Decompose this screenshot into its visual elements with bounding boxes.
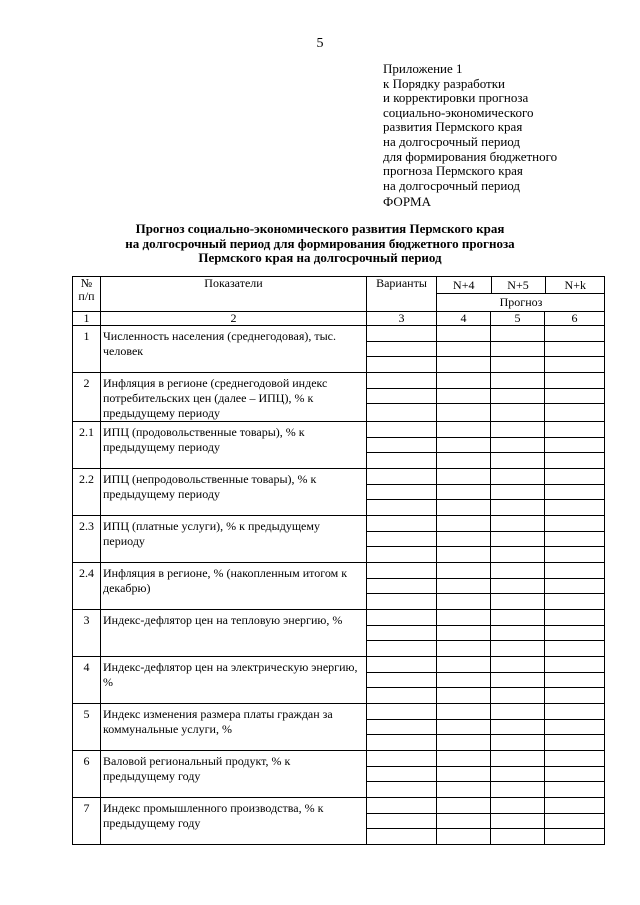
value-cell[interactable] xyxy=(491,469,545,516)
variant-slot xyxy=(367,404,436,419)
variant-slot xyxy=(367,500,436,515)
variant-lines xyxy=(491,563,544,609)
variant-slot xyxy=(367,751,436,767)
forecast-table xyxy=(72,276,605,845)
row-indicator: Численность населения (среднегодовая), тыс. человек xyxy=(101,326,367,373)
appendix-line: к Порядку разработки xyxy=(383,75,506,91)
variant-slot xyxy=(367,594,436,609)
variant-slot xyxy=(437,516,490,532)
title-line: Прогноз социально-экономического развития Пермского края xyxy=(135,221,505,236)
variant-slot xyxy=(367,782,436,797)
variant-slot xyxy=(545,704,604,720)
variant-lines xyxy=(437,798,490,844)
value-cell[interactable] xyxy=(437,422,491,469)
variant-slot xyxy=(491,547,544,562)
variant-lines xyxy=(545,751,604,797)
variant-slot xyxy=(437,735,490,750)
value-cell[interactable] xyxy=(367,610,437,657)
value-cell[interactable] xyxy=(367,373,437,422)
value-cell[interactable] xyxy=(491,373,545,422)
variant-slot xyxy=(367,532,436,548)
row-number: 2.1 xyxy=(73,422,101,469)
variant-slot xyxy=(545,422,604,438)
row-indicator: ИПЦ (продовольственные товары), % к предыдущему периоду xyxy=(101,422,367,469)
variant-slot xyxy=(545,547,604,562)
variant-slot xyxy=(367,469,436,485)
variant-slot xyxy=(545,326,604,342)
value-cell[interactable] xyxy=(491,326,545,373)
row-number: 5 xyxy=(73,704,101,751)
variant-slot xyxy=(437,610,490,626)
variant-slot xyxy=(545,563,604,579)
variant-lines xyxy=(545,373,604,419)
appendix-line: и корректировки прогноза xyxy=(383,90,529,106)
header-row xyxy=(73,277,605,312)
variant-lines xyxy=(491,704,544,750)
value-cell[interactable] xyxy=(437,516,491,563)
variant-slot xyxy=(367,641,436,656)
row-indicator: Индекс-дефлятор цен на электрическую энергию, % xyxy=(101,657,367,704)
variant-slot xyxy=(545,626,604,642)
appendix-line: на долгосрочный период xyxy=(383,133,521,149)
header-forecast: Прогноз xyxy=(499,295,543,309)
table-row xyxy=(73,422,605,469)
value-cell[interactable] xyxy=(367,704,437,751)
appendix-line: прогноза Пермского края xyxy=(383,163,523,179)
value-cell[interactable] xyxy=(437,610,491,657)
variant-lines xyxy=(545,610,604,656)
variant-slot xyxy=(367,798,436,814)
title-line: Пермского края на долгосрочный период xyxy=(198,250,442,265)
variant-slot xyxy=(367,720,436,736)
variant-slot xyxy=(367,829,436,844)
variant-slot xyxy=(491,579,544,595)
variant-slot xyxy=(367,579,436,595)
variant-slot xyxy=(491,657,544,673)
value-cell[interactable] xyxy=(545,422,605,469)
variant-lines xyxy=(367,469,436,515)
value-cell[interactable] xyxy=(545,373,605,422)
value-cell[interactable] xyxy=(437,798,491,845)
variant-slot xyxy=(437,373,490,389)
value-cell[interactable] xyxy=(491,704,545,751)
appendix-line: на долгосрочный период xyxy=(383,177,521,193)
value-cell[interactable] xyxy=(491,751,545,798)
variant-lines xyxy=(545,563,604,609)
header-nk: N+k xyxy=(545,277,605,294)
variant-slot xyxy=(367,767,436,783)
variant-lines xyxy=(367,516,436,562)
variant-slot xyxy=(367,657,436,673)
row-number: 6 xyxy=(73,751,101,798)
variant-slot xyxy=(437,532,490,548)
row-number: 1 xyxy=(73,326,101,373)
variant-slot xyxy=(491,389,544,405)
row-number: 4 xyxy=(73,657,101,704)
variant-lines xyxy=(437,610,490,656)
variant-slot xyxy=(545,342,604,358)
variant-slot xyxy=(491,767,544,783)
variant-lines xyxy=(367,751,436,797)
variant-slot xyxy=(491,704,544,720)
variant-slot xyxy=(491,594,544,609)
variant-slot xyxy=(545,798,604,814)
appendix-line: Приложение 1 xyxy=(383,61,463,76)
variant-slot xyxy=(437,326,490,342)
variant-slot xyxy=(437,422,490,438)
variant-slot xyxy=(491,610,544,626)
variant-slot xyxy=(367,688,436,703)
variant-lines xyxy=(491,798,544,844)
variant-slot xyxy=(367,422,436,438)
variant-slot xyxy=(491,641,544,656)
variant-slot xyxy=(367,453,436,468)
variant-slot xyxy=(367,357,436,372)
value-cell[interactable] xyxy=(437,563,491,610)
variant-slot xyxy=(545,532,604,548)
table-row xyxy=(73,657,605,704)
variant-slot xyxy=(437,782,490,797)
variant-lines xyxy=(491,422,544,468)
header-forecast-group xyxy=(437,277,605,312)
variant-slot xyxy=(491,751,544,767)
value-cell[interactable] xyxy=(491,610,545,657)
row-indicator: Инфляция в регионе (среднегодовой индекс потребительских цен (далее – ИПЦ), % к предыдущему периоду xyxy=(101,373,367,422)
variant-slot xyxy=(437,720,490,736)
variant-slot xyxy=(367,610,436,626)
row-number: 2.2 xyxy=(73,469,101,516)
variant-slot xyxy=(545,404,604,419)
variant-slot xyxy=(437,751,490,767)
value-cell[interactable] xyxy=(545,704,605,751)
header-num: № п/п xyxy=(73,277,101,312)
variant-lines xyxy=(437,657,490,703)
variant-slot xyxy=(437,641,490,656)
variant-lines xyxy=(367,422,436,468)
variant-slot xyxy=(491,422,544,438)
variant-lines xyxy=(367,373,436,419)
variant-lines xyxy=(367,610,436,656)
variant-slot xyxy=(367,389,436,405)
variant-slot xyxy=(491,735,544,750)
value-cell[interactable] xyxy=(491,516,545,563)
variant-slot xyxy=(545,829,604,844)
variant-slot xyxy=(367,326,436,342)
table-row xyxy=(73,563,605,610)
variant-slot xyxy=(491,814,544,830)
variant-slot xyxy=(545,673,604,689)
variant-slot xyxy=(545,610,604,626)
variant-slot xyxy=(437,500,490,515)
table-row xyxy=(73,704,605,751)
variant-lines xyxy=(545,326,604,372)
value-cell[interactable] xyxy=(437,751,491,798)
document-title xyxy=(0,222,640,266)
variant-slot xyxy=(437,688,490,703)
value-cell[interactable] xyxy=(367,422,437,469)
variant-slot xyxy=(545,453,604,468)
value-cell[interactable] xyxy=(491,657,545,704)
row-number: 2 xyxy=(73,373,101,422)
variant-slot xyxy=(437,453,490,468)
variant-slot xyxy=(367,438,436,454)
variant-slot xyxy=(367,735,436,750)
variant-slot xyxy=(367,485,436,501)
row-indicator: Инфляция в регионе, % (накопленным итогом к декабрю) xyxy=(101,563,367,610)
variant-lines xyxy=(545,657,604,703)
row-indicator: Индекс промышленного производства, % к предыдущему году xyxy=(101,798,367,845)
variant-slot xyxy=(545,688,604,703)
variant-slot xyxy=(437,767,490,783)
row-indicator: Валовой региональный продукт, % к предыдущему году xyxy=(101,751,367,798)
variant-slot xyxy=(437,547,490,562)
variant-slot xyxy=(491,720,544,736)
variant-slot xyxy=(437,579,490,595)
variant-lines xyxy=(545,469,604,515)
variant-slot xyxy=(437,814,490,830)
column-number: 3 xyxy=(367,312,437,326)
row-number: 7 xyxy=(73,798,101,845)
header-n5: N+5 xyxy=(491,277,545,294)
variant-lines xyxy=(367,798,436,844)
value-cell[interactable] xyxy=(437,326,491,373)
variant-lines xyxy=(545,516,604,562)
variant-slot xyxy=(437,704,490,720)
value-cell[interactable] xyxy=(367,798,437,845)
value-cell[interactable] xyxy=(367,516,437,563)
table-row xyxy=(73,373,605,422)
column-number: 6 xyxy=(545,312,605,326)
variant-slot xyxy=(545,641,604,656)
variant-slot xyxy=(491,798,544,814)
variant-slot xyxy=(491,829,544,844)
variant-lines xyxy=(491,469,544,515)
variant-lines xyxy=(437,751,490,797)
variant-lines xyxy=(437,422,490,468)
column-number: 4 xyxy=(437,312,491,326)
variant-slot xyxy=(367,342,436,358)
value-cell[interactable] xyxy=(437,704,491,751)
table-row xyxy=(73,798,605,845)
variant-slot xyxy=(491,563,544,579)
variant-slot xyxy=(545,782,604,797)
value-cell[interactable] xyxy=(545,516,605,563)
variant-slot xyxy=(367,673,436,689)
value-cell[interactable] xyxy=(367,326,437,373)
variant-lines xyxy=(491,751,544,797)
variant-slot xyxy=(491,516,544,532)
variant-slot xyxy=(367,547,436,562)
variant-lines xyxy=(437,516,490,562)
variant-slot xyxy=(491,438,544,454)
table-row xyxy=(73,469,605,516)
variant-slot xyxy=(437,657,490,673)
row-indicator: Индекс изменения размера платы граждан за коммунальные услуги, % xyxy=(101,704,367,751)
variant-slot xyxy=(437,485,490,501)
variant-slot xyxy=(545,357,604,372)
variant-slot xyxy=(545,500,604,515)
variant-lines xyxy=(437,373,490,419)
column-number: 1 xyxy=(73,312,101,326)
value-cell[interactable] xyxy=(367,751,437,798)
variant-slot xyxy=(491,326,544,342)
variant-slot xyxy=(545,735,604,750)
header-n4: N+4 xyxy=(437,277,491,294)
variant-lines xyxy=(437,563,490,609)
variant-slot xyxy=(545,485,604,501)
variant-lines xyxy=(367,704,436,750)
variant-slot xyxy=(367,516,436,532)
table-row xyxy=(73,751,605,798)
value-cell[interactable] xyxy=(437,657,491,704)
variant-slot xyxy=(491,673,544,689)
form-label: ФОРМА xyxy=(383,194,431,209)
value-cell[interactable] xyxy=(491,798,545,845)
row-number: 3 xyxy=(73,610,101,657)
variant-slot xyxy=(545,579,604,595)
variant-slot xyxy=(367,814,436,830)
variant-lines xyxy=(491,610,544,656)
variant-slot xyxy=(491,357,544,372)
variant-slot xyxy=(545,657,604,673)
appendix-line: развития Пермского края xyxy=(383,119,523,135)
variant-slot xyxy=(545,438,604,454)
variant-slot xyxy=(545,469,604,485)
variant-slot xyxy=(491,373,544,389)
variant-lines xyxy=(437,469,490,515)
value-cell[interactable] xyxy=(545,469,605,516)
variant-slot xyxy=(437,626,490,642)
variant-slot xyxy=(367,626,436,642)
header-indicators: Показатели xyxy=(101,277,367,312)
variant-slot xyxy=(491,532,544,548)
variant-slot xyxy=(545,594,604,609)
row-indicator: ИПЦ (непродовольственные товары), % к предыдущему периоду xyxy=(101,469,367,516)
variant-lines xyxy=(491,373,544,419)
variant-lines xyxy=(437,704,490,750)
variant-slot xyxy=(491,404,544,419)
column-number: 2 xyxy=(101,312,367,326)
value-cell[interactable] xyxy=(367,563,437,610)
value-cell[interactable] xyxy=(545,326,605,373)
variant-slot xyxy=(437,389,490,405)
value-cell[interactable] xyxy=(545,610,605,657)
value-cell[interactable] xyxy=(437,469,491,516)
row-number: 2.3 xyxy=(73,516,101,563)
column-number: 5 xyxy=(491,312,545,326)
row-indicator: ИПЦ (платные услуги), % к предыдущему периоду xyxy=(101,516,367,563)
variant-slot xyxy=(437,798,490,814)
value-cell[interactable] xyxy=(491,422,545,469)
variant-slot xyxy=(545,720,604,736)
value-cell[interactable] xyxy=(367,469,437,516)
title-line: на долгосрочный период для формирования бюджетного прогноза xyxy=(125,235,515,251)
variant-lines xyxy=(367,657,436,703)
table-row xyxy=(73,516,605,563)
variant-slot xyxy=(545,373,604,389)
variant-slot xyxy=(367,704,436,720)
variant-slot xyxy=(491,342,544,358)
variant-slot xyxy=(437,673,490,689)
value-cell[interactable] xyxy=(367,657,437,704)
variant-lines xyxy=(545,704,604,750)
variant-slot xyxy=(367,563,436,579)
variant-slot xyxy=(437,829,490,844)
variant-lines xyxy=(545,798,604,844)
page-number: 5 xyxy=(316,36,324,51)
variant-slot xyxy=(545,814,604,830)
variant-slot xyxy=(491,782,544,797)
row-indicator: Индекс-дефлятор цен на тепловую энергию, % xyxy=(101,610,367,657)
variant-slot xyxy=(491,453,544,468)
appendix-line: для формирования бюджетного xyxy=(383,148,558,164)
value-cell[interactable] xyxy=(545,751,605,798)
variant-slot xyxy=(491,469,544,485)
variant-slot xyxy=(437,342,490,358)
variant-slot xyxy=(437,404,490,419)
variant-slot xyxy=(367,373,436,389)
value-cell[interactable] xyxy=(437,373,491,422)
variant-slot xyxy=(545,767,604,783)
variant-slot xyxy=(491,688,544,703)
variant-slot xyxy=(437,469,490,485)
variant-slot xyxy=(491,485,544,501)
variant-slot xyxy=(545,516,604,532)
variant-lines xyxy=(491,516,544,562)
appendix-line: социально-экономического xyxy=(383,104,534,120)
variant-slot xyxy=(437,594,490,609)
variant-lines xyxy=(491,326,544,372)
variant-lines xyxy=(491,657,544,703)
value-cell[interactable] xyxy=(545,798,605,845)
variant-slot xyxy=(491,626,544,642)
row-number: 2.4 xyxy=(73,563,101,610)
value-cell[interactable] xyxy=(545,563,605,610)
variant-slot xyxy=(545,389,604,405)
table-row xyxy=(73,326,605,373)
column-number-row xyxy=(73,312,605,326)
variant-slot xyxy=(545,751,604,767)
header-variants: Варианты xyxy=(367,277,437,312)
variant-lines xyxy=(545,422,604,468)
variant-lines xyxy=(367,563,436,609)
value-cell[interactable] xyxy=(545,657,605,704)
value-cell[interactable] xyxy=(491,563,545,610)
variant-lines xyxy=(437,326,490,372)
variant-slot xyxy=(437,438,490,454)
variant-slot xyxy=(437,563,490,579)
variant-slot xyxy=(437,357,490,372)
table-row xyxy=(73,610,605,657)
variant-slot xyxy=(491,500,544,515)
appendix-block xyxy=(383,62,557,193)
variant-lines xyxy=(367,326,436,372)
